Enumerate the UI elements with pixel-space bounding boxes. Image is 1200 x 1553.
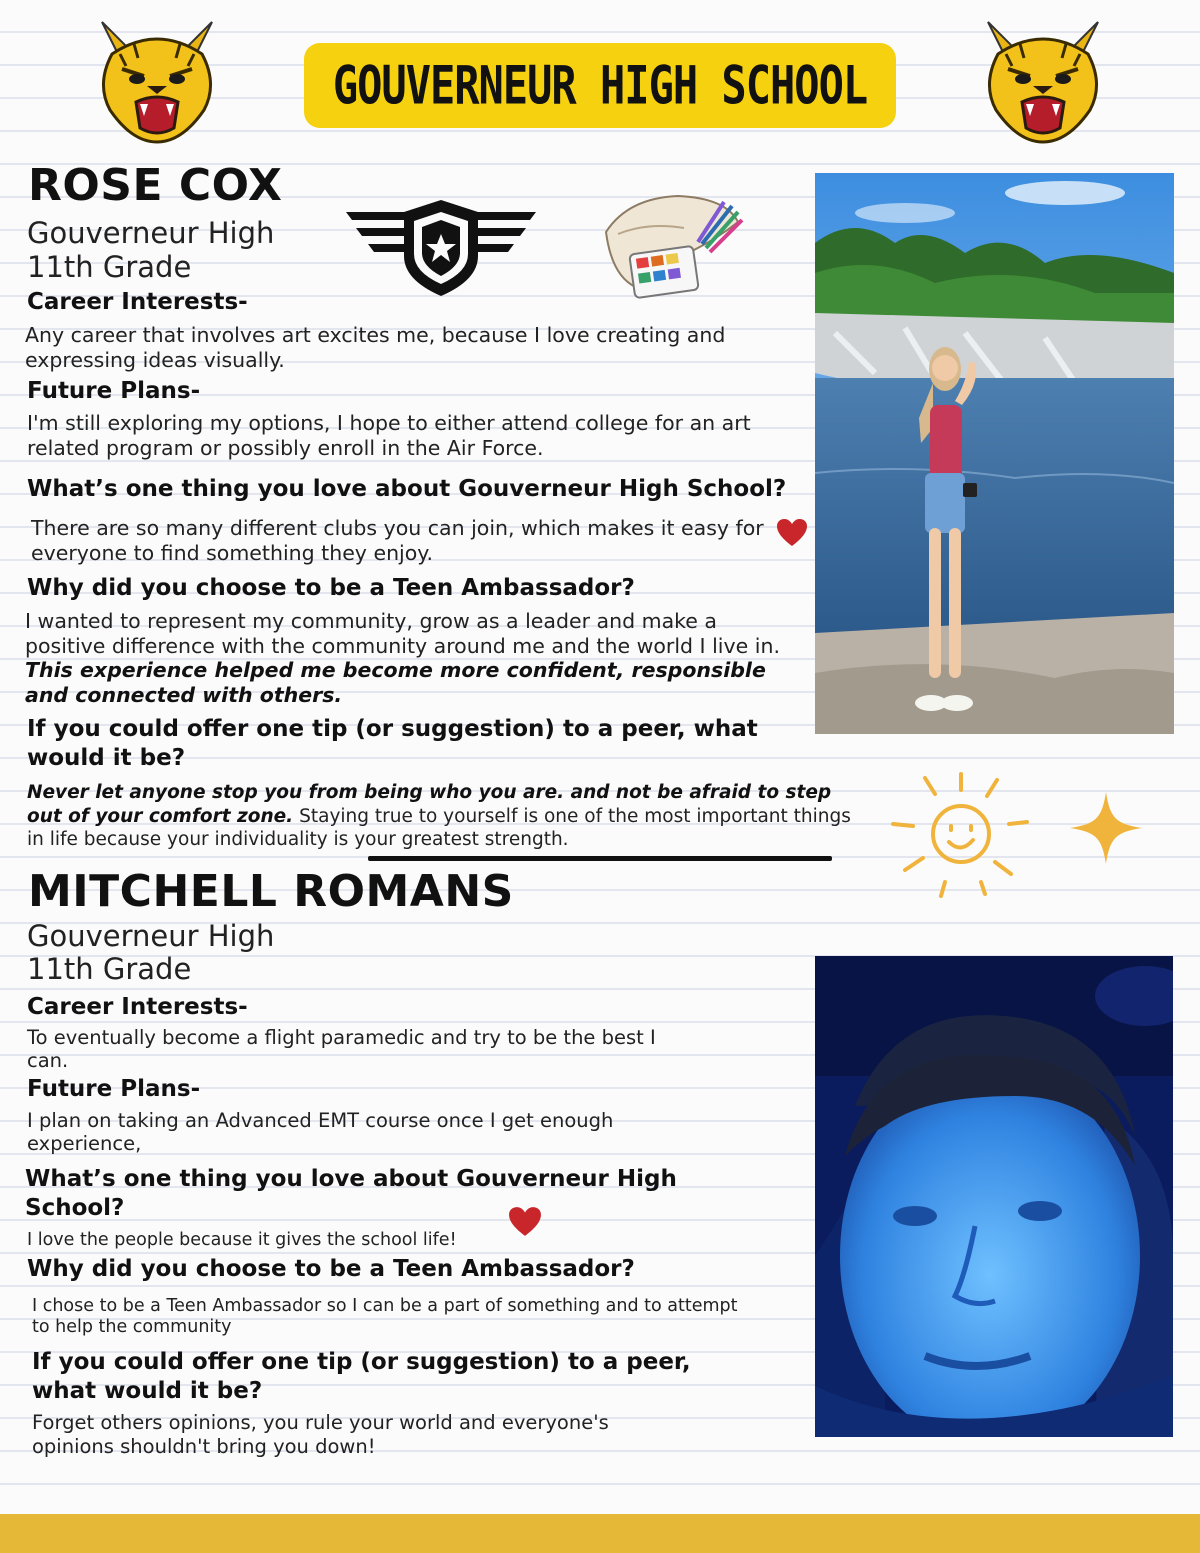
title-banner xyxy=(304,43,896,128)
why-emphasis: This experience helped me become more confident, responsible and connected with others. xyxy=(25,658,766,707)
why-text: I wanted to represent my community, grow as a leader and make a positive difference with the community around me and the world I live in. xyxy=(25,609,780,658)
plans-heading: Future Plans- xyxy=(27,1076,201,1102)
profile-school: Gouverneur High xyxy=(27,919,275,953)
career-heading: Career Interests- xyxy=(27,289,248,315)
why-paragraph xyxy=(25,609,790,707)
tip-paragraph xyxy=(27,781,857,852)
tip-text: Staying true to yourself is one of the most important things in life because your individuality is your greatest strength. xyxy=(27,805,851,850)
why-heading: Why did you choose to be a Teen Ambassador? xyxy=(27,575,635,601)
profile-name: ROSE COX xyxy=(28,160,283,211)
profile-school: Gouverneur High xyxy=(27,216,275,250)
sparkle-icon xyxy=(1068,790,1144,870)
section-divider xyxy=(368,856,832,861)
career-heading: Career Interests- xyxy=(27,994,248,1020)
profile-name: MITCHELL ROMANS xyxy=(28,866,514,917)
sun-doodle-icon xyxy=(885,766,1030,905)
air-force-badge-icon xyxy=(346,198,536,302)
why-heading: Why did you choose to be a Teen Ambassador? xyxy=(27,1256,635,1282)
profile-photo xyxy=(815,956,1173,1437)
love-heading: What’s one thing you love about Gouverneur High School? xyxy=(25,1166,677,1221)
tip-heading: If you could offer one tip (or suggestion) to a peer, what would it be? xyxy=(27,716,758,771)
page-title: GOUVERNEUR HIGH SCHOOL xyxy=(332,54,868,117)
art-supplies-icon xyxy=(598,192,748,308)
profile-grade: 11th Grade xyxy=(27,952,192,986)
career-text: Any career that involves art excites me, because I love creating and expressing ideas visually. xyxy=(25,323,726,372)
profile-photo xyxy=(815,173,1174,734)
plans-heading: Future Plans- xyxy=(27,378,201,404)
love-text: There are so many different clubs you can join, which makes it easy for everyone to find something they enjoy. xyxy=(31,516,764,565)
tip-emphasis: Never let anyone stop you from being who you are. and not be afraid to step out of your comfort zone. xyxy=(27,782,832,827)
bottom-bar xyxy=(0,1514,1200,1553)
heart-icon xyxy=(776,518,808,552)
why-text: I chose to be a Teen Ambassador so I can be a part of something and to attempt to help the community xyxy=(32,1296,738,1337)
heart-icon xyxy=(508,1206,542,1242)
tip-heading: If you could offer one tip (or suggestion) to a peer, what would it be? xyxy=(32,1349,691,1404)
love-text: I love the people because it gives the school life! xyxy=(27,1230,457,1250)
plans-text: I plan on taking an Advanced EMT course once I get enough experience, xyxy=(27,1109,614,1155)
wildcat-mascot-icon xyxy=(92,14,222,149)
love-heading: What’s one thing you love about Gouverneur High School? xyxy=(27,476,787,502)
profile-grade: 11th Grade xyxy=(27,250,192,284)
tip-text: Forget others opinions, you rule your world and everyone's opinions shouldn't bring you down! xyxy=(32,1411,609,1458)
career-text: To eventually become a flight paramedic and try to be the best I can. xyxy=(27,1026,656,1072)
wildcat-mascot-icon xyxy=(978,14,1108,149)
plans-text: I'm still exploring my options, I hope to either attend college for an art related program or possibly enroll in the Air Force. xyxy=(27,411,751,460)
